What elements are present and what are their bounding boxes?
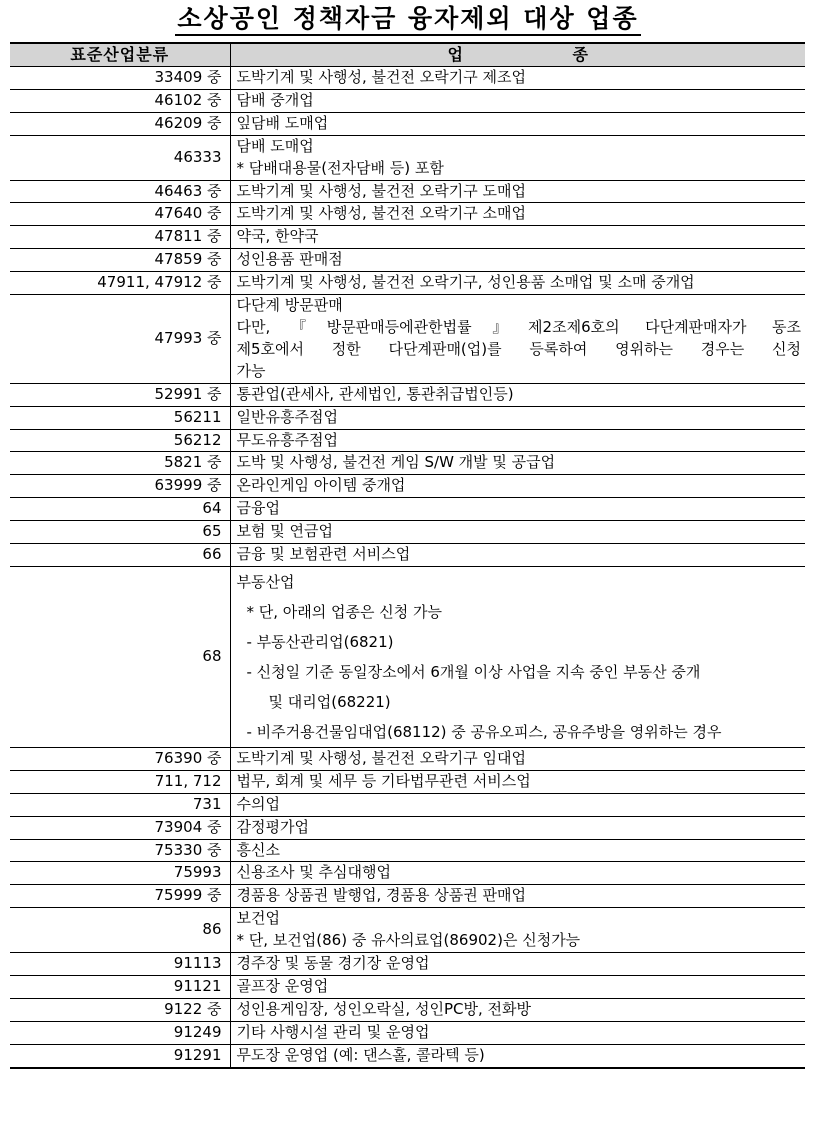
table-row: [10, 452, 805, 475]
industry-code-cell: 91291: [10, 1044, 230, 1067]
industry-code-cell: 91249: [10, 1021, 230, 1044]
industry-description-cell: [230, 406, 805, 429]
industry-code-cell: 47640 중: [10, 203, 230, 226]
industry-description-cell: [230, 249, 805, 272]
industry-description-line: 수의업: [236, 794, 280, 813]
industry-description-cell: [230, 383, 805, 406]
industry-description-cell: [230, 1021, 805, 1044]
industry-code-cell: 75330 중: [10, 839, 230, 862]
industry-description-line: 통관업(관세사, 관세법인, 통관취급법인등): [236, 384, 514, 403]
industry-code-cell: 711, 712: [10, 770, 230, 793]
industry-code-cell: 56211: [10, 406, 230, 429]
industry-description-cell: [230, 908, 805, 953]
industry-code-cell: 76390 중: [10, 747, 230, 770]
industry-description-line: 금융 및 보험관련 서비스업: [236, 545, 411, 564]
industry-description-cell: [230, 1044, 805, 1067]
excluded-industry-table: [10, 42, 805, 1069]
industry-description-line: 담배 중개업: [236, 90, 314, 109]
industry-code-cell: 68: [10, 566, 230, 747]
industry-description-line: 기타 사행시설 관리 및 운영업: [236, 1022, 430, 1041]
industry-code-cell: 91121: [10, 976, 230, 999]
industry-description-cell: [230, 272, 805, 295]
table-row: [10, 521, 805, 544]
table-row: [10, 112, 805, 135]
industry-description-line: * 단, 아래의 업종은 신청 가능: [246, 602, 442, 621]
table-row: [10, 249, 805, 272]
industry-code-cell: 86: [10, 908, 230, 953]
industry-code-cell: 46209 중: [10, 112, 230, 135]
industry-description-line: 도박기계 및 사행성, 불건전 오락기구 도매업: [236, 181, 526, 200]
industry-description-line: * 담배대용물(전자담배 등) 포함: [236, 158, 444, 177]
table-row: [10, 180, 805, 203]
table-row: [10, 226, 805, 249]
industry-description-cell: [230, 976, 805, 999]
industry-description-cell: [230, 885, 805, 908]
industry-description-line: 담배 도매업: [236, 136, 314, 155]
industry-code-cell: 73904 중: [10, 816, 230, 839]
industry-description-cell: [230, 839, 805, 862]
table-row: [10, 566, 805, 747]
table-row: [10, 908, 805, 953]
table-row: [10, 770, 805, 793]
table-row: [10, 429, 805, 452]
page-title: [0, 4, 816, 38]
industry-code-cell: 64: [10, 498, 230, 521]
industry-description-line: 온라인게임 아이템 중개업: [236, 476, 406, 495]
table-row: [10, 406, 805, 429]
industry-description-line: 약국, 한약국: [236, 227, 319, 246]
industry-description-cell: [230, 998, 805, 1021]
table-row: [10, 1021, 805, 1044]
page-title-text: 소상공인 정책자금 융자제외 대상 업종: [175, 4, 640, 36]
industry-description-line: 도박기계 및 사행성, 불건전 오락기구 제조업: [236, 68, 526, 86]
industry-description-cell: [230, 89, 805, 112]
table-row: [10, 475, 805, 498]
industry-code-cell: 47811 중: [10, 226, 230, 249]
table-row: [10, 135, 805, 180]
industry-description-line: 다단계 방문판매: [236, 296, 343, 315]
industry-description-line: 경주장 및 동물 경기장 운영업: [236, 954, 430, 973]
industry-description-cell: [230, 180, 805, 203]
industry-description-line: 성인용게임장, 성인오락실, 성인PC방, 전화방: [236, 999, 531, 1018]
table-row: [10, 67, 805, 90]
industry-description-cell: [230, 135, 805, 180]
industry-description-line: 골프장 운영업: [236, 977, 329, 995]
industry-description-line: 무도유흥주점업: [236, 430, 338, 449]
table-row: [10, 793, 805, 816]
table-row: [10, 816, 805, 839]
industry-description-line: 제5호에서 정한 다단계판매(업)를 등록하여 영위하는 경우는 신청: [236, 339, 801, 358]
industry-code-cell: 56212: [10, 429, 230, 452]
industry-description-line: 및 대리업(68221): [268, 692, 391, 711]
industry-description-cell: [230, 203, 805, 226]
table-row: [10, 383, 805, 406]
industry-description-line: 다만,『방문판매등에관한법률』제2조제6호의 다단계판매자가 동조: [236, 317, 801, 336]
industry-description-cell: [230, 452, 805, 475]
industry-code-cell: 65: [10, 521, 230, 544]
industry-description-line: 경품용 상품권 발행업, 경품용 상품권 판매업: [236, 886, 526, 905]
industry-code-cell: 47911, 47912 중: [10, 272, 230, 295]
industry-description-cell: [230, 747, 805, 770]
industry-description-cell: [230, 475, 805, 498]
industry-description-line: 부동산업: [236, 572, 295, 591]
header-industry-code: 표준산업분류: [10, 43, 230, 67]
industry-description-cell: [230, 793, 805, 816]
industry-description-line: 일반유흥주점업: [236, 407, 338, 426]
industry-description-line: 성인용품 판매점: [236, 250, 343, 269]
industry-code-cell: 5821 중: [10, 452, 230, 475]
industry-description-cell: [230, 521, 805, 544]
industry-description-cell: [230, 953, 805, 976]
industry-description-line: 도박기계 및 사행성, 불건전 오락기구 임대업: [236, 748, 526, 767]
header-industry: 업 종: [230, 43, 805, 67]
industry-code-cell: 66: [10, 544, 230, 567]
industry-code-cell: 47993 중: [10, 295, 230, 384]
industry-description-cell: [230, 67, 805, 90]
industry-description-line: 흥신소: [236, 840, 280, 859]
table-header-row: [10, 43, 805, 67]
table-row: [10, 998, 805, 1021]
industry-description-cell: [230, 816, 805, 839]
industry-description-line: - 부동산관리업(6821): [246, 632, 394, 651]
industry-description-line: 도박기계 및 사행성, 불건전 오락기구 소매업: [236, 204, 526, 223]
table-row: [10, 295, 805, 384]
industry-code-cell: 46102 중: [10, 89, 230, 112]
table-row: [10, 272, 805, 295]
industry-description-line: 잎담배 도매업: [236, 113, 329, 132]
industry-description-line: 법무, 회계 및 세무 등 기타법무관련 서비스업: [236, 771, 531, 790]
table-row: [10, 747, 805, 770]
industry-description-cell: [230, 862, 805, 885]
table-row: [10, 89, 805, 112]
table-row: [10, 976, 805, 999]
table-row: [10, 544, 805, 567]
industry-description-line: 감정평가업: [236, 817, 309, 836]
industry-description-line: - 비주거용건물임대업(68112) 중 공유오피스, 공유주방을 영위하는 경우: [246, 722, 722, 741]
table-row: [10, 839, 805, 862]
industry-description-cell: [230, 566, 805, 747]
industry-description-line: - 신청일 기준 동일장소에서 6개월 이상 사업을 지속 중인 부동산 중개: [246, 662, 701, 681]
industry-description-line: 보험 및 연금업: [236, 522, 333, 541]
table-row: [10, 953, 805, 976]
industry-description-cell: [230, 429, 805, 452]
industry-description-line: 금융업: [236, 499, 280, 518]
industry-code-cell: 47859 중: [10, 249, 230, 272]
table-row: [10, 1044, 805, 1067]
industry-code-cell: 9122 중: [10, 998, 230, 1021]
industry-description-line: 가능: [236, 361, 266, 380]
industry-code-cell: 46463 중: [10, 180, 230, 203]
industry-description-line: 무도장 운영업 (예: 댄스홀, 콜라텍 등): [236, 1045, 485, 1064]
industry-code-cell: 52991 중: [10, 383, 230, 406]
industry-description-line: 도박기계 및 사행성, 불건전 오락기구, 성인용품 소매업 및 소매 중개업: [236, 273, 695, 292]
industry-description-cell: [230, 770, 805, 793]
industry-description-cell: [230, 112, 805, 135]
industry-code-cell: 75999 중: [10, 885, 230, 908]
industry-description-line: 신용조사 및 추심대행업: [236, 863, 391, 882]
industry-code-cell: 63999 중: [10, 475, 230, 498]
industry-description-cell: [230, 544, 805, 567]
industry-description-line: 도박 및 사행성, 불건전 게임 S/W 개발 및 공급업: [236, 453, 556, 472]
industry-code-cell: 91113: [10, 953, 230, 976]
industry-code-cell: 75993: [10, 862, 230, 885]
industry-description-cell: [230, 226, 805, 249]
table-row: [10, 498, 805, 521]
industry-description-cell: [230, 295, 805, 384]
table-row: [10, 862, 805, 885]
industry-code-cell: 46333: [10, 135, 230, 180]
table-row: [10, 885, 805, 908]
industry-description-line: 보건업: [236, 909, 280, 928]
industry-description-line: * 단, 보건업(86) 중 유사의료업(86902)은 신청가능: [236, 931, 581, 950]
table-row: [10, 203, 805, 226]
industry-code-cell: 731: [10, 793, 230, 816]
industry-code-cell: 33409 중: [10, 67, 230, 90]
industry-description-cell: [230, 498, 805, 521]
